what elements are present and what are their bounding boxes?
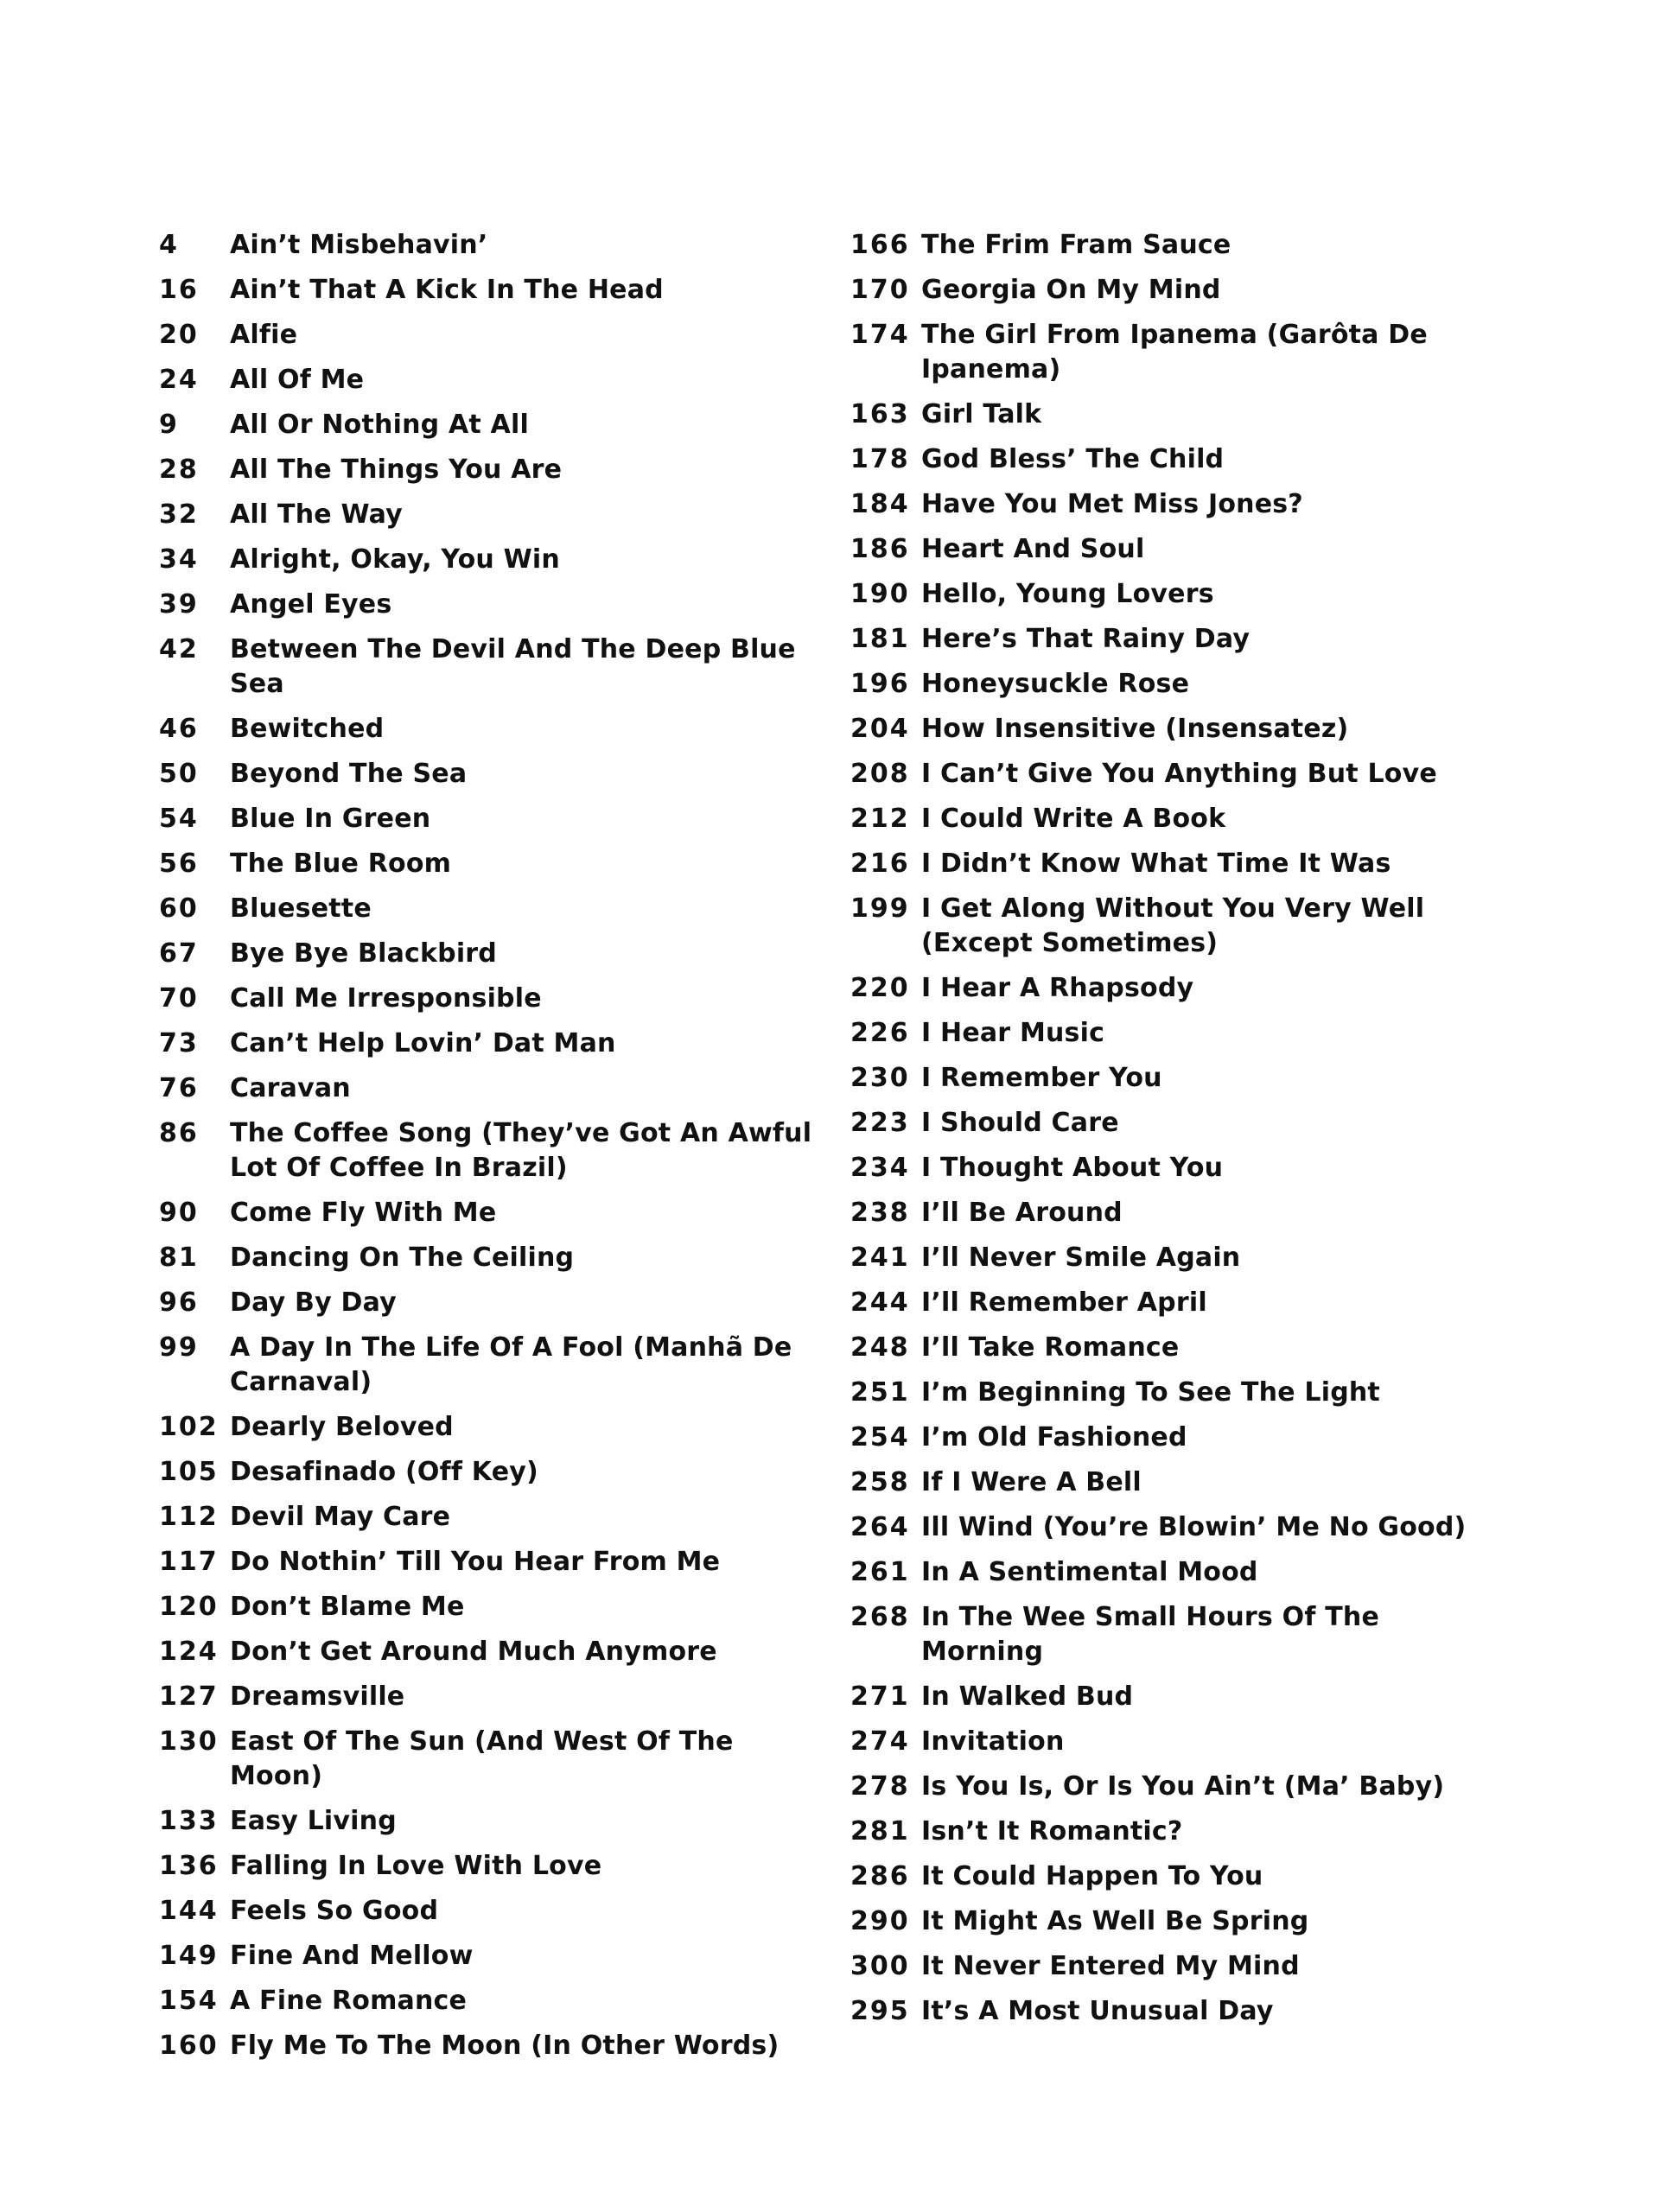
contents-entry <box>850 966 1507 1011</box>
song-title: I’m Beginning To See The Light <box>921 1377 1380 1408</box>
song-title: I’ll Never Smile Again <box>921 1243 1241 1273</box>
contents-entry <box>159 627 816 707</box>
song-title: All The Things You Are <box>230 454 563 485</box>
song-title: Devil May Care <box>230 1502 451 1532</box>
contents-entry <box>850 1146 1507 1191</box>
song-title: All Or Nothing At All <box>230 410 529 440</box>
contents-entry <box>159 842 816 887</box>
song-title: The Coffee Song (They’ve Got An Awful Lot Of Coffee In Brazil) <box>230 1118 812 1183</box>
song-title: Come Fly With Me <box>230 1198 497 1228</box>
song-title: I Can’t Give You Anything But Love <box>921 759 1437 789</box>
page-number: 76 <box>159 1073 199 1103</box>
song-title: How Insensitive (Insensatez) <box>921 714 1349 744</box>
song-title: In The Wee Small Hours Of The Morning <box>921 1602 1379 1667</box>
song-title: Fine And Mellow <box>230 1941 474 1971</box>
page-number: 178 <box>850 444 910 474</box>
contents-entry <box>850 1281 1507 1325</box>
contents-entry <box>850 1764 1507 1809</box>
page-number: 212 <box>850 804 910 834</box>
page-number: 271 <box>850 1681 910 1712</box>
song-title: Girl Talk <box>921 399 1042 429</box>
page-number: 46 <box>159 714 199 744</box>
song-title: Ain’t Misbehavin’ <box>230 230 488 260</box>
page-number: 70 <box>159 983 199 1014</box>
page-number: 220 <box>850 973 910 1003</box>
page-number: 60 <box>159 893 199 924</box>
contents-entry <box>159 1889 816 1934</box>
contents-entry <box>850 392 1507 437</box>
page-number: 32 <box>159 499 199 530</box>
contents-entry <box>159 537 816 582</box>
page-number: 54 <box>159 804 199 834</box>
contents-entry <box>850 313 1507 392</box>
song-title: I Thought About You <box>921 1153 1224 1183</box>
contents-entry <box>850 1675 1507 1719</box>
contents-entry <box>159 1405 816 1450</box>
song-title: Bluesette <box>230 893 372 924</box>
contents-entry <box>159 1719 816 1799</box>
contents-entry <box>159 313 816 358</box>
song-title: I Hear Music <box>921 1018 1105 1048</box>
contents-entry <box>850 842 1507 887</box>
song-title: Is You Is, Or Is You Ain’t (Ma’ Baby) <box>921 1771 1445 1802</box>
page-number: 34 <box>159 544 199 575</box>
page-number: 90 <box>159 1198 199 1228</box>
page-number: 163 <box>850 399 910 429</box>
page-number: 216 <box>850 849 910 879</box>
page-number: 190 <box>850 579 910 609</box>
contents-entry <box>850 1236 1507 1281</box>
page-number: 244 <box>850 1287 910 1318</box>
page-number: 274 <box>850 1726 910 1757</box>
song-title: Have You Met Miss Jones? <box>921 489 1303 519</box>
song-title: All Of Me <box>230 365 365 395</box>
page-number: 127 <box>159 1681 219 1712</box>
page-number: 130 <box>159 1726 219 1757</box>
song-title: I Didn’t Know What Time It Was <box>921 849 1391 879</box>
page-number: 28 <box>159 454 199 485</box>
song-title: I’ll Be Around <box>921 1198 1123 1228</box>
song-title: Don’t Get Around Much Anymore <box>230 1637 717 1667</box>
page-number: 117 <box>159 1547 219 1577</box>
page-number: 290 <box>850 1906 910 1936</box>
song-title: Fly Me To The Moon (In Other Words) <box>230 2031 780 2061</box>
contents-entry <box>850 572 1507 617</box>
contents-entry <box>159 752 816 797</box>
contents-entry <box>850 1011 1507 1056</box>
contents-entry <box>850 1370 1507 1415</box>
contents-entry <box>159 1540 816 1585</box>
contents-entry <box>850 1505 1507 1550</box>
page-number: 208 <box>850 759 910 789</box>
contents-entry <box>159 1236 816 1281</box>
page-number: 112 <box>159 1502 219 1532</box>
page-number: 67 <box>159 938 199 969</box>
page-number: 268 <box>850 1602 910 1632</box>
song-title: I Should Care <box>921 1108 1119 1138</box>
song-title: Dearly Beloved <box>230 1412 454 1442</box>
page-number: 24 <box>159 365 199 395</box>
contents-entry <box>159 448 816 493</box>
song-title: Desafinado (Off Key) <box>230 1457 538 1487</box>
contents-entry <box>159 931 816 976</box>
song-title: Honeysuckle Rose <box>921 669 1190 699</box>
contents-entry <box>159 403 816 448</box>
page-number: 144 <box>159 1896 219 1926</box>
page-number: 230 <box>850 1063 910 1093</box>
contents-entry <box>850 437 1507 482</box>
page-number: 99 <box>159 1332 199 1363</box>
page-number: 133 <box>159 1806 219 1836</box>
page-number: 226 <box>850 1018 910 1048</box>
contents-entry <box>159 1630 816 1675</box>
contents-entry <box>159 582 816 627</box>
contents-entry <box>850 1460 1507 1505</box>
contents-entry <box>159 1934 816 1979</box>
song-title: A Fine Romance <box>230 1986 468 2016</box>
page-number: 4 <box>159 230 179 260</box>
page-number: 264 <box>850 1512 910 1542</box>
song-title: Can’t Help Lovin’ Dat Man <box>230 1028 616 1058</box>
song-title: Beyond The Sea <box>230 759 468 789</box>
contents-entry <box>850 1989 1507 2034</box>
contents-entry <box>850 1595 1507 1675</box>
page-number: 186 <box>850 534 910 564</box>
page-number: 281 <box>850 1816 910 1847</box>
contents-entry <box>850 707 1507 752</box>
contents-entry <box>850 617 1507 662</box>
song-title: It Never Entered My Mind <box>921 1951 1300 1981</box>
contents-entry <box>159 1585 816 1630</box>
contents-entry <box>159 1111 816 1191</box>
page-number: 120 <box>159 1592 219 1622</box>
contents-entry <box>159 1191 816 1236</box>
contents-entry <box>850 1101 1507 1146</box>
page-number: 254 <box>850 1422 910 1452</box>
contents-entry <box>159 976 816 1021</box>
contents-entry <box>159 1325 816 1405</box>
contents-entry <box>850 268 1507 313</box>
contents-entry <box>850 1719 1507 1764</box>
page-number: 166 <box>850 230 910 260</box>
song-title: All The Way <box>230 499 403 530</box>
song-title: Falling In Love With Love <box>230 1851 602 1881</box>
song-title: A Day In The Life Of A Fool (Manhã De Carnaval) <box>230 1332 792 1397</box>
page-number: 149 <box>159 1941 219 1971</box>
page-number: 39 <box>159 589 199 620</box>
contents-entry <box>159 1979 816 2024</box>
page-number: 124 <box>159 1637 219 1667</box>
contents-entry <box>850 1191 1507 1236</box>
page-number: 204 <box>850 714 910 744</box>
page-number: 181 <box>850 624 910 654</box>
page-number: 81 <box>159 1243 199 1273</box>
contents-entry <box>850 1899 1507 1944</box>
song-title: I’m Old Fashioned <box>921 1422 1187 1452</box>
song-title: Angel Eyes <box>230 589 392 620</box>
contents-entry <box>850 527 1507 572</box>
song-title: Heart And Soul <box>921 534 1145 564</box>
contents-entry <box>159 358 816 403</box>
page-number: 238 <box>850 1198 910 1228</box>
song-title: I’ll Remember April <box>921 1287 1207 1318</box>
contents-entry <box>850 482 1507 527</box>
page-number: 170 <box>850 275 910 305</box>
song-title: God Bless’ The Child <box>921 444 1225 474</box>
song-title: Isn’t It Romantic? <box>921 1816 1183 1847</box>
song-title: Dreamsville <box>230 1681 405 1712</box>
song-title: Don’t Blame Me <box>230 1592 465 1622</box>
contents-entry <box>850 797 1507 842</box>
page-number: 248 <box>850 1332 910 1363</box>
song-title: Alright, Okay, You Win <box>230 544 560 575</box>
song-title: Feels So Good <box>230 1896 439 1926</box>
song-title: Hello, Young Lovers <box>921 579 1214 609</box>
contents-entry <box>159 2024 816 2069</box>
page-number: 16 <box>159 275 199 305</box>
song-title: It Could Happen To You <box>921 1861 1263 1891</box>
page-number: 196 <box>850 669 910 699</box>
song-title: I Hear A Rhapsody <box>921 973 1194 1003</box>
contents-entry <box>159 1495 816 1540</box>
page-number: 56 <box>159 849 199 879</box>
song-title: Ain’t That A Kick In The Head <box>230 275 664 305</box>
page-number: 184 <box>850 489 910 519</box>
song-title: Dancing On The Ceiling <box>230 1243 575 1273</box>
page-number: 300 <box>850 1951 910 1981</box>
song-title: It Might As Well Be Spring <box>921 1906 1309 1936</box>
page-number: 96 <box>159 1287 199 1318</box>
song-title: In A Sentimental Mood <box>921 1557 1258 1587</box>
song-title: The Blue Room <box>230 849 452 879</box>
contents-entry <box>159 707 816 752</box>
contents-column-right <box>850 223 1507 2034</box>
song-title: Here’s That Rainy Day <box>921 624 1251 654</box>
contents-entry <box>159 268 816 313</box>
song-title: Bewitched <box>230 714 385 744</box>
song-title: I Get Along Without You Very Well (Except Sometimes) <box>921 893 1425 958</box>
page-number: 251 <box>850 1377 910 1408</box>
page-number: 73 <box>159 1028 199 1058</box>
contents-entry <box>850 662 1507 707</box>
song-title: Call Me Irresponsible <box>230 983 542 1014</box>
contents-entry <box>850 1415 1507 1460</box>
page-number: 241 <box>850 1243 910 1273</box>
song-title: I’ll Take Romance <box>921 1332 1180 1363</box>
contents-entry <box>850 752 1507 797</box>
page-number: 278 <box>850 1771 910 1802</box>
song-title: Ill Wind (You’re Blowin’ Me No Good) <box>921 1512 1467 1542</box>
contents-entry <box>159 1799 816 1844</box>
contents-entry <box>850 223 1507 268</box>
contents-entry <box>850 1325 1507 1370</box>
contents-entry <box>850 1550 1507 1595</box>
song-title: Alfie <box>230 320 298 350</box>
page-number: 105 <box>159 1457 219 1487</box>
contents-entry <box>159 1281 816 1325</box>
page-number: 234 <box>850 1153 910 1183</box>
song-title: In Walked Bud <box>921 1681 1134 1712</box>
page-number: 42 <box>159 634 199 664</box>
page-number: 136 <box>159 1851 219 1881</box>
page-number: 199 <box>850 893 910 924</box>
song-title: Blue In Green <box>230 804 431 834</box>
song-title: The Girl From Ipanema (Garôta De Ipanema) <box>921 320 1428 385</box>
contents-entry <box>159 1450 816 1495</box>
song-title: I Remember You <box>921 1063 1162 1093</box>
contents-entry <box>159 1844 816 1889</box>
song-title: It’s A Most Unusual Day <box>921 1996 1274 2026</box>
contents-entry <box>159 223 816 268</box>
contents-entry <box>850 1056 1507 1101</box>
page-number: 261 <box>850 1557 910 1587</box>
song-title: I Could Write A Book <box>921 804 1226 834</box>
page-number: 86 <box>159 1118 199 1148</box>
contents-entry <box>850 1809 1507 1854</box>
contents-entry <box>159 1021 816 1066</box>
song-title: Do Nothin’ Till You Hear From Me <box>230 1547 721 1577</box>
song-title: Caravan <box>230 1073 351 1103</box>
song-title: Between The Devil And The Deep Blue Sea <box>230 634 796 699</box>
page-number: 160 <box>159 2031 219 2061</box>
page-number: 20 <box>159 320 199 350</box>
contents-entry <box>850 887 1507 966</box>
contents-entry <box>850 1944 1507 1989</box>
song-title: Georgia On My Mind <box>921 275 1221 305</box>
contents-entry <box>159 1066 816 1111</box>
page-number: 258 <box>850 1467 910 1497</box>
page-number: 50 <box>159 759 199 789</box>
page-number: 102 <box>159 1412 219 1442</box>
contents-entry <box>159 887 816 931</box>
song-title: Day By Day <box>230 1287 397 1318</box>
song-title: The Frim Fram Sauce <box>921 230 1231 260</box>
page-number: 154 <box>159 1986 219 2016</box>
contents-column-left <box>159 223 816 2069</box>
song-title: Invitation <box>921 1726 1065 1757</box>
song-title: East Of The Sun (And West Of The Moon) <box>230 1726 734 1791</box>
song-title: Easy Living <box>230 1806 397 1836</box>
page-number: 295 <box>850 1996 910 2026</box>
contents-entry <box>850 1854 1507 1899</box>
contents-entry <box>159 493 816 537</box>
contents-entry <box>159 797 816 842</box>
song-title: If I Were A Bell <box>921 1467 1142 1497</box>
page-number: 174 <box>850 320 910 350</box>
page-number: 9 <box>159 410 179 440</box>
page-number: 286 <box>850 1861 910 1891</box>
song-title: Bye Bye Blackbird <box>230 938 497 969</box>
contents-entry <box>159 1675 816 1719</box>
page-number: 223 <box>850 1108 910 1138</box>
